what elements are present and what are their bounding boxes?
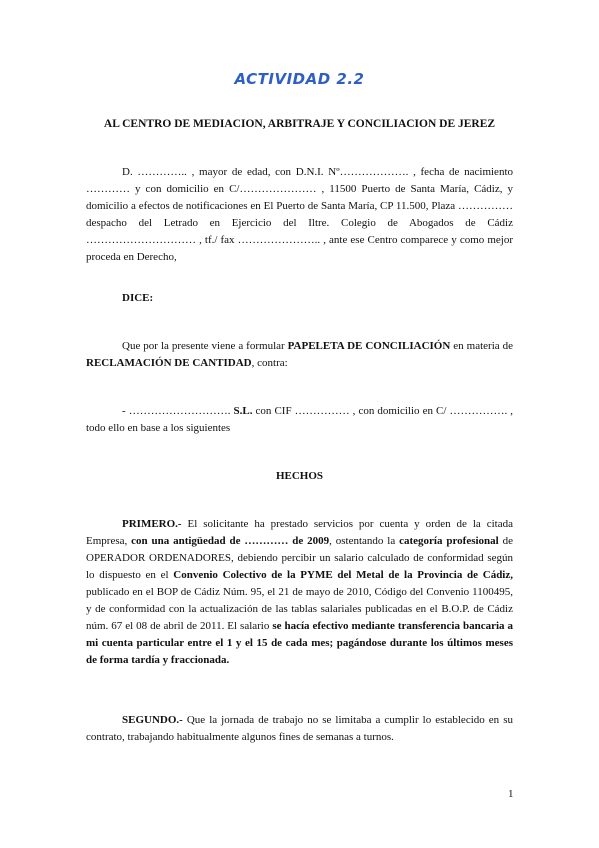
primero-bold-4: se hacía efectivo mediante transferencia bancaria a mi cuenta particular entre el 1 y el 15 de cada mes; pagándose durante los últimos meses de forma tardía y fraccionada. [86, 620, 513, 666]
primero-paragraph [86, 516, 513, 669]
primero-label: PRIMERO.- [122, 518, 182, 530]
segundo-text: Que la jornada de trabajo no se limitaba a cumplir lo establecido en su contrato, trabajando habitualmente algunos fines de semanas a turnos. [86, 714, 513, 743]
activity-title: ACTIVIDAD 2.2 [234, 70, 365, 88]
dice-text-1: Que por la presente viene a formular [122, 340, 288, 352]
dice-text-2: en materia de [450, 340, 513, 352]
contra-text-1: - ………………………. [122, 405, 234, 417]
page-number: 1 [508, 788, 514, 800]
intro-paragraph: D. ………….. , mayor de edad, con D.N.I. Nº………………. , fecha de nacimiento ………… y con domicilio en C/………………… , 11500 Puerto de Santa María, Cádiz, y domicilio a efectos de notificaciones en El Puerto de Santa María, CP 11.500, Plaza …………… despacho del Letrado en Ejercicio del Iltre. Colegio de Abogados de Cádiz ………………………… , tf./ fax ………………….. , ante ese Centro comparece y como mejor proceda en Derecho, [86, 166, 513, 263]
reclamacion-bold: RECLAMACIÓN DE CANTIDAD [86, 357, 252, 369]
dice-text-3: , contra: [251, 357, 288, 369]
contra-text-2: con CIF …………… , con domicilio en C/ ……………. , todo ello en base a los siguientes [86, 405, 513, 434]
papeleta-bold: PAPELETA DE CONCILIACIÓN [287, 340, 451, 352]
primero-text-1: El solicitante ha prestado servicios por cuenta y orden de la citada Empresa, [86, 518, 513, 547]
segundo-paragraph [86, 712, 513, 746]
primero-text-4: publicado en el BOP de Cádiz Núm. 95, el 21 de mayo de 2010, Código del Convenio 1100495, y de conformidad con la actualización de las tablas salariales publicadas en el B.O.P. de Cádiz núm. 67 el 08 de abril de 2011. El salario [86, 586, 513, 632]
dice-label: DICE: [122, 292, 154, 304]
primero-bold-1: con una antigüedad de ………… de 2009 [131, 535, 330, 547]
segundo-label: SEGUNDO.- [122, 714, 183, 726]
primero-bold-3: Convenio Colectivo de la PYME del Metal de la Provincia de Cádiz, [173, 569, 513, 581]
hechos-label: HECHOS [275, 470, 324, 482]
document-heading: AL CENTRO DE MEDIACION, ARBITRAJE Y CONCILIACION DE JEREZ [103, 118, 496, 130]
primero-text-3: de OPERADOR ORDENADORES, debiendo percibir un salario calculado de conformidad según lo dispuesto en el [86, 535, 513, 581]
primero-text-2: , ostentando la [329, 535, 400, 547]
primero-bold-2: categoría profesional [399, 535, 499, 547]
sl-bold: S.L. [233, 405, 253, 417]
contra-paragraph [86, 403, 513, 437]
dice-paragraph [86, 338, 513, 372]
